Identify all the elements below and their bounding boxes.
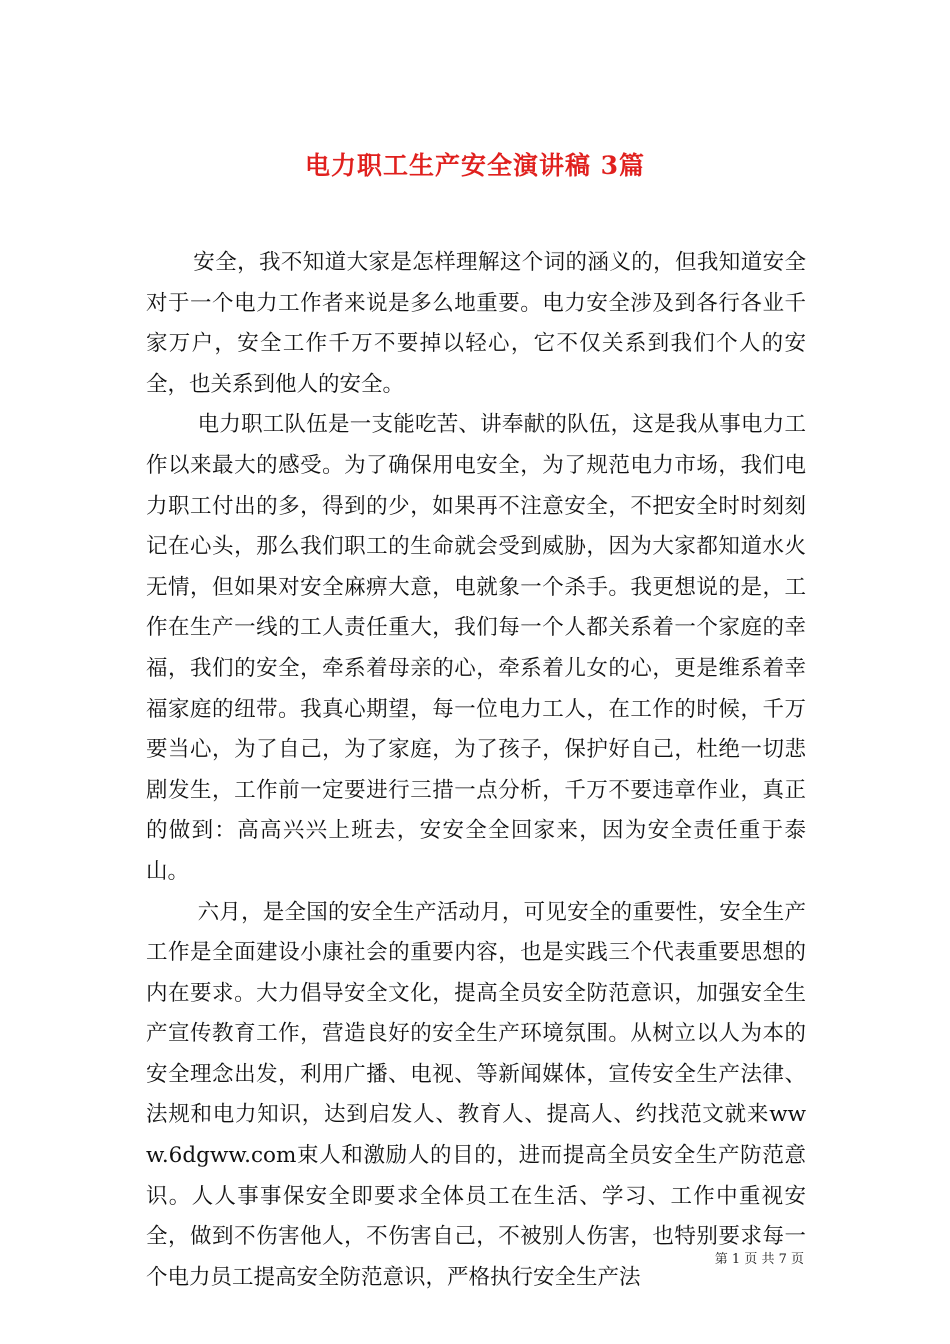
document-body bbox=[146, 243, 806, 1298]
page-number-footer bbox=[715, 1251, 804, 1269]
page-number-label: 第 1 页 共 7 页 bbox=[714, 1252, 804, 1267]
document-title: 电力职工生产安全演讲稿 3篇 bbox=[304, 150, 646, 180]
paragraph-2: 电力职工队伍是一支能吃苦、讲奉献的队伍，这是我从事电力工作以来最大的感受。为了确保用电安全，为了规范电力市场，我们电力职工付出的多，得到的少，如果再不注意安全，不把安全时时刻刻记在心头，那么我们职工的生命就会受到威胁，因为大家都知道水火无情，但如果对安全麻痹大意，电就象一个杀手。我更想说的是，工作在生产一线的工人责任重大，我们每一个人都关系着一个家庭的幸福，我们的安全，牵系着母亲的心，牵系着儿女的心，更是维系着幸福家庭的纽带。我真心期望，每一位电力工人，在工作的时候，千万要当心，为了自己，为了家庭，为了孩子，保护好自己，杜绝一切悲剧发生，工作前一定要进行三措一点分析，千万不要违章作业，真正的做到：高高兴兴上班去，安安全全回家来，因为安全责任重于泰山。 bbox=[146, 412, 806, 884]
paragraph-3: 六月，是全国的安全生产活动月，可见安全的重要性，安全生产工作是全面建设小康社会的重要内容，也是实践三个代表重要思想的内在要求。大力倡导安全文化，提高全员安全防范意识，加强安全生产宣传教育工作，营造良好的安全生产环境氛围。从树立以人为本的安全理念出发，利用广播、电视、等新闻媒体，宣传安全生产法律、法规和电力知识，达到启发人、教育人、提高人、约找范文就来www.6dgww.com束人和激励人的目的，进而提高全员安全生产防范意识。人人事事保安全即要求全体员工在生活、学习、工作中重视安全，做到不伤害他人，不伤害自己，不被别人伤害，也特别要求每一个电力员工提高安全防范意识，严格执行安全生产法 bbox=[146, 899, 806, 1290]
paragraph-1: 安全，我不知道大家是怎样理解这个词的涵义的，但我知道安全对于一个电力工作者来说是多么地重要。电力安全涉及到各行各业千家万户，安全工作千万不要掉以轻心，它不仅关系到我们个人的安全，也关系到他人的安全。 bbox=[146, 250, 806, 397]
